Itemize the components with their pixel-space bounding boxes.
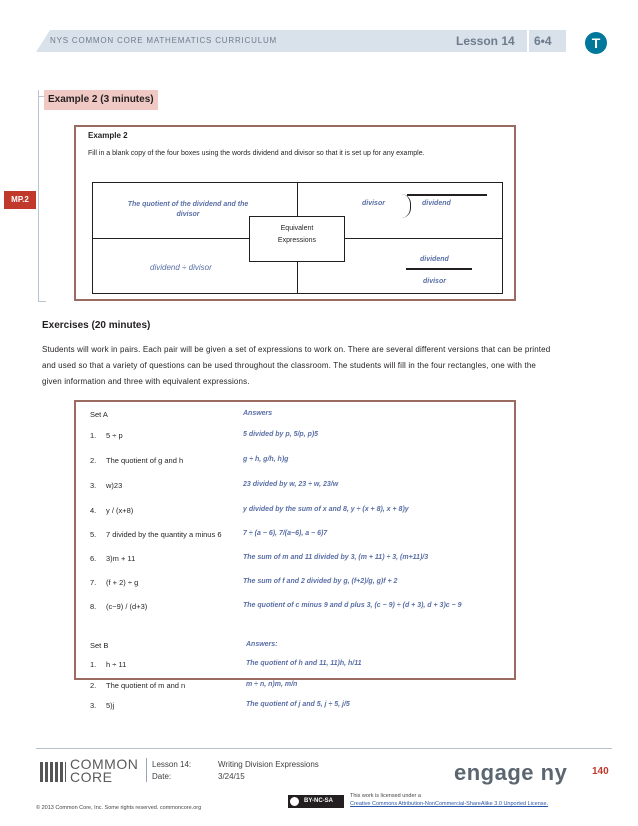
header-separator	[527, 30, 529, 52]
set-a-row-question: 7 divided by the quantity a minus 6	[106, 530, 222, 539]
set-b-row-num: 2.	[90, 681, 97, 690]
set-a-row-answer: y divided by the sum of x and 8, y ÷ (x + 8), x + 8)y	[243, 506, 409, 513]
set-a-row-num: 2.	[90, 456, 97, 465]
set-a-row-answer: g ÷ h, g/h, h)g	[243, 456, 289, 463]
fraction-bar	[406, 268, 472, 270]
copyright-notice: © 2013 Common Core, Inc. Some rights reserved. commoncore.org	[36, 805, 202, 811]
set-a-row-answer: The sum of f and 2 divided by g, (f+2)/g, g)f + 2	[243, 578, 398, 585]
footer-lesson-title: Writing Division Expressions	[218, 760, 319, 769]
fraction-numerator: dividend	[420, 256, 449, 263]
set-a-row-question: 5 ÷ p	[106, 431, 123, 440]
set-a-row-num: 1.	[90, 431, 97, 440]
quotient-words-cell: The quotient of the dividend and the divisor	[127, 201, 249, 218]
dividend-ld-label: dividend	[422, 200, 451, 207]
logo-line-1: COMMON	[70, 756, 139, 772]
set-a-row-answer: 23 divided by w, 23 ÷ w, 23/w	[243, 481, 339, 488]
page-number: 140	[592, 766, 609, 777]
example2-heading: Example 2 (3 minutes)	[44, 90, 158, 110]
license-line-1: This work is licensed under a	[350, 793, 421, 799]
set-a-row-question: w)23	[106, 481, 123, 490]
common-core-logo	[70, 758, 138, 784]
footer-vertical-divider	[146, 758, 147, 782]
set-a-row-answer: 7 ÷ (a − 6), 7/(a−6), a − 6)7	[243, 530, 328, 537]
set-a-answers-label: Answers	[243, 410, 273, 417]
example2-title: Example 2	[88, 131, 128, 140]
license-link[interactable]: Creative Commons Attribution-NonCommercial-ShareAlike 3.0 Unported License.	[350, 801, 549, 807]
set-b-row-num: 3.	[90, 701, 97, 710]
set-b-row-question: The quotient of m and n	[106, 681, 186, 690]
teacher-badge-icon: T	[585, 32, 607, 54]
curriculum-title: NYS COMMON CORE MATHEMATICS CURRICULUM	[50, 36, 277, 45]
set-a-label: Set A	[90, 410, 108, 419]
footer-date-value: 3/24/15	[218, 772, 245, 781]
mp-tag: MP.2	[4, 191, 36, 209]
exercise-sets-box	[74, 400, 516, 680]
long-division-bar	[407, 194, 487, 196]
lesson-label: Lesson 14	[456, 34, 515, 48]
example2-instruction: Fill in a blank copy of the four boxes using the words dividend and divisor so that it is set up for any example.	[88, 150, 425, 157]
set-a-row-num: 8.	[90, 602, 97, 611]
set-b-label: Set B	[90, 641, 109, 650]
set-b-row-answer: The quotient of h and 11, 11)h, h/11	[246, 660, 362, 667]
equivalent-expressions-label: Equivalent Expressions	[277, 225, 317, 244]
logo-line-2: CORE	[70, 769, 113, 785]
set-a-row-question: The quotient of g and h	[106, 456, 184, 465]
exercises-heading: Exercises (20 minutes)	[42, 320, 151, 331]
cc-license-badge-icon: BY-NC-SA	[288, 795, 344, 808]
set-b-row-question: 5)j	[106, 701, 115, 710]
set-a-row-num: 7.	[90, 578, 97, 587]
set-a-row-question: y / (x+8)	[106, 506, 134, 515]
divisor-ld-label: divisor	[362, 200, 385, 207]
sidebar-bracket-line	[38, 90, 39, 302]
set-a-row-answer: 5 divided by p, 5/p, p)5	[243, 431, 319, 438]
set-a-row-question: (c−9) / (d+3)	[106, 602, 148, 611]
equivalent-expressions-box	[249, 216, 345, 262]
set-a-row-answer: The quotient of c minus 9 and d plus 3, (c − 9) ÷ (d + 3), d + 3)c − 9	[243, 602, 462, 609]
set-a-row-num: 5.	[90, 530, 97, 539]
header-notch	[36, 30, 50, 52]
fraction-denominator: divisor	[423, 278, 446, 285]
set-b-row-answer: The quotient of j and 5, j ÷ 5, j/5	[246, 701, 350, 708]
grade-module-label: 6•4	[534, 34, 552, 48]
set-b-row-answer: m ÷ n, n)m, m/n	[246, 681, 298, 688]
common-core-logo-icon	[40, 762, 66, 782]
license-notice	[350, 792, 548, 808]
division-expression-cell: dividend ÷ divisor	[150, 263, 212, 272]
sidebar-bracket-bottom	[38, 301, 46, 302]
set-a-row-num: 4.	[90, 506, 97, 515]
set-a-row-num: 3.	[90, 481, 97, 490]
footer-date-label: Date:	[152, 772, 172, 781]
footer-lesson-label: Lesson 14:	[152, 760, 192, 769]
set-b-answers-label: Answers:	[246, 641, 278, 648]
footer-divider	[36, 748, 612, 749]
exercises-paragraph: Students will work in pairs. Each pair will be given a set of expressions to work on. There are several different versions that can be printed and used so that a variety of questions can be used throughout the classroom. The students will fill in the four rectangles, one with the given information and three with equivalent expressions.	[42, 345, 551, 386]
engageny-logo: engage ny	[454, 760, 568, 785]
set-b-row-num: 1.	[90, 660, 97, 669]
set-a-row-question: 3)m + 11	[106, 554, 136, 563]
set-a-row-question: (f + 2) ÷ g	[106, 578, 139, 587]
set-a-row-num: 6.	[90, 554, 97, 563]
set-a-row-answer: The sum of m and 11 divided by 3, (m + 11) ÷ 3, (m+11)/3	[243, 554, 429, 561]
set-b-row-question: h ÷ 11	[106, 660, 127, 669]
